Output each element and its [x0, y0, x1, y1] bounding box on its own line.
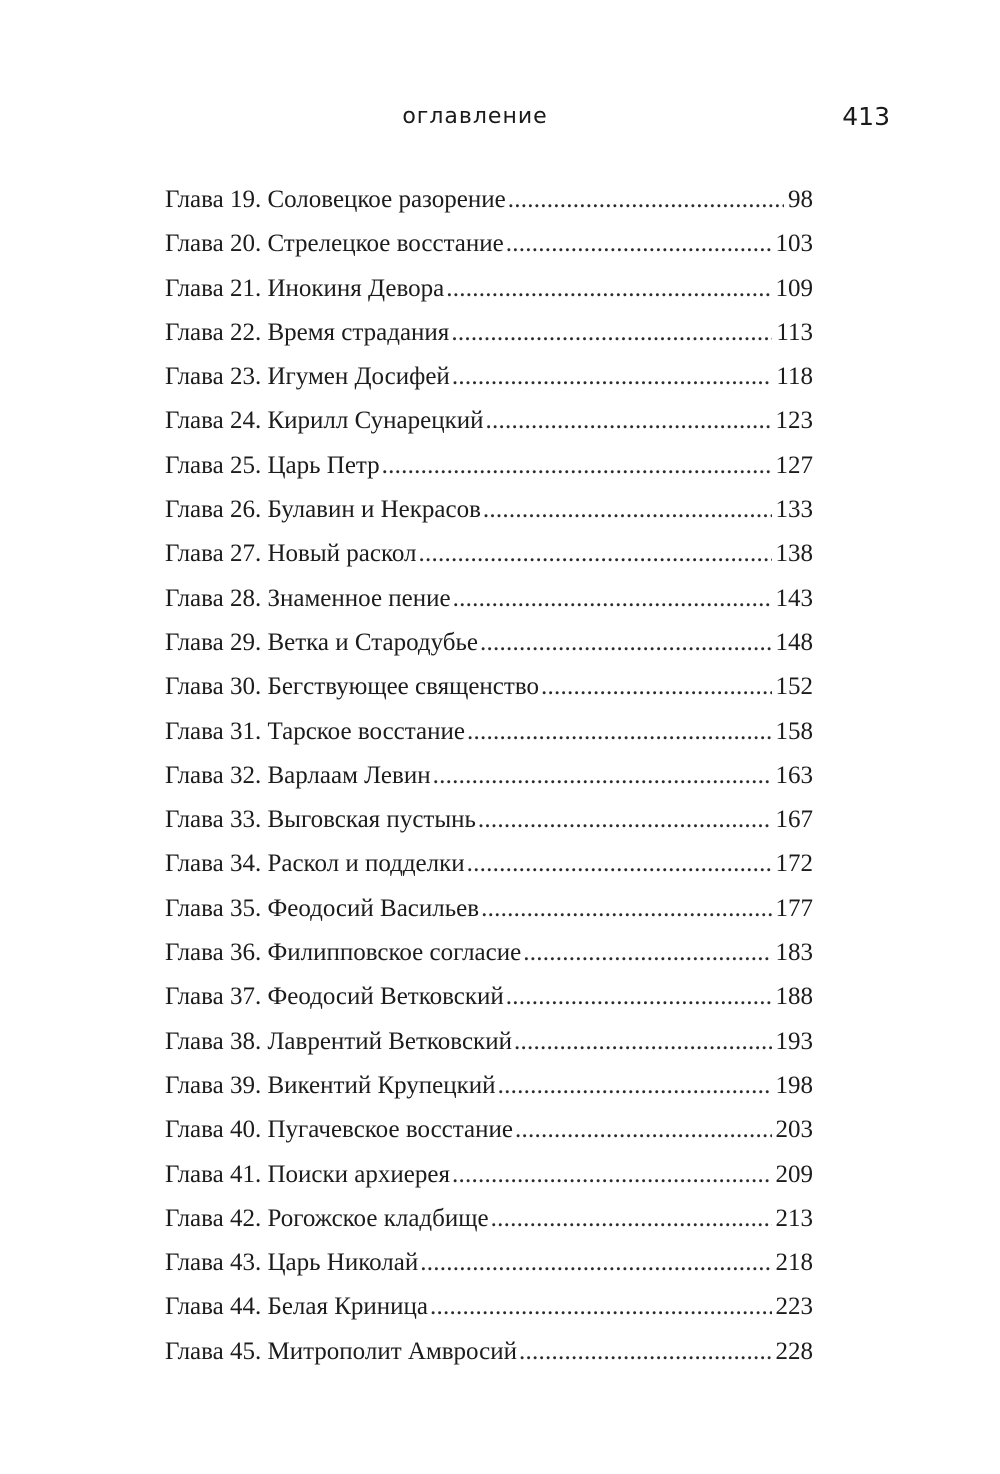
toc-entry	[165, 399, 813, 443]
toc-entry-page: 188	[775, 983, 813, 1011]
toc-entry	[165, 798, 813, 842]
dot-leader	[382, 444, 772, 488]
toc-entry	[165, 1241, 813, 1285]
toc-entry-page: 118	[776, 363, 813, 391]
toc-entry-page: 228	[775, 1337, 813, 1365]
toc-entry	[165, 222, 813, 266]
table-of-contents	[165, 178, 813, 1374]
toc-entry-page: 172	[775, 850, 813, 878]
toc-entry	[165, 444, 813, 488]
toc-entry-page: 223	[775, 1293, 813, 1321]
toc-entry-title: Глава 38. Лаврентий Ветковский	[165, 1027, 512, 1055]
toc-entry-title: Глава 35. Феодосий Васильев	[165, 894, 480, 922]
toc-entry	[165, 488, 813, 532]
toc-entry	[165, 754, 813, 798]
dot-leader	[478, 798, 772, 842]
toc-entry-page: 158	[775, 717, 813, 745]
dot-leader	[420, 1241, 771, 1285]
toc-entry	[165, 1064, 813, 1108]
toc-entry	[165, 665, 813, 709]
toc-entry-page: 103	[775, 230, 813, 258]
dot-leader	[467, 842, 772, 886]
toc-entry-page: 203	[775, 1116, 813, 1144]
dot-leader	[514, 1020, 772, 1064]
toc-entry	[165, 710, 813, 754]
dot-leader	[515, 1108, 772, 1152]
toc-entry	[165, 267, 813, 311]
toc-entry-page: 138	[775, 540, 813, 568]
toc-entry	[165, 931, 813, 975]
toc-entry-page: 183	[775, 939, 813, 967]
dot-leader	[451, 311, 772, 355]
dot-leader	[506, 222, 772, 266]
toc-entry	[165, 178, 813, 222]
toc-entry	[165, 1020, 813, 1064]
toc-entry-page: 148	[775, 628, 813, 656]
toc-entry	[165, 355, 813, 399]
dot-leader	[452, 355, 773, 399]
dot-leader	[418, 532, 771, 576]
toc-entry-title: Глава 34. Раскол и подделки	[165, 850, 465, 878]
toc-entry-title: Глава 19. Соловецкое разорение	[165, 186, 506, 213]
dot-leader	[430, 1285, 771, 1329]
toc-entry-title: Глава 40. Пугачевское восстание	[165, 1116, 513, 1144]
toc-entry-page: 143	[775, 584, 813, 612]
dot-leader	[508, 178, 784, 222]
toc-entry-title: Глава 31. Тарское восстание	[165, 717, 465, 745]
running-title: оглавление	[402, 104, 548, 129]
dot-leader	[433, 754, 772, 798]
dot-leader	[506, 975, 772, 1019]
page-number: 413	[842, 102, 890, 131]
toc-entry-page: 193	[775, 1027, 813, 1055]
toc-entry-title: Глава 30. Бегствующее священство	[165, 673, 539, 701]
dot-leader	[453, 577, 772, 621]
dot-leader	[480, 621, 772, 665]
dot-leader	[446, 267, 771, 311]
toc-entry-title: Глава 20. Стрелецкое восстание	[165, 230, 504, 258]
toc-entry-title: Глава 36. Филипповское согласие	[165, 939, 522, 967]
toc-entry-title: Глава 23. Игумен Досифей	[165, 363, 450, 391]
toc-entry-title: Глава 39. Викентий Крупецкий	[165, 1071, 496, 1099]
toc-entry	[165, 577, 813, 621]
toc-entry-title: Глава 43. Царь Николай	[165, 1249, 419, 1277]
toc-entry	[165, 1108, 813, 1152]
toc-entry	[165, 621, 813, 665]
toc-entry-title: Глава 45. Митрополит Амвросий	[165, 1337, 518, 1365]
toc-entry-title: Глава 29. Ветка и Стародубье	[165, 628, 478, 656]
dot-leader	[467, 710, 772, 754]
toc-entry-page: 133	[775, 496, 813, 524]
toc-entry-title: Глава 22. Время страдания	[165, 318, 450, 346]
toc-entry-page: 113	[776, 318, 813, 346]
toc-entry-page: 98	[788, 186, 813, 213]
toc-entry	[165, 1153, 813, 1197]
toc-entry-title: Глава 27. Новый раскол	[165, 540, 417, 568]
toc-entry-page: 163	[775, 761, 813, 789]
toc-entry-page: 152	[775, 673, 813, 701]
toc-entry-page: 167	[775, 806, 813, 834]
toc-entry	[165, 1285, 813, 1329]
toc-entry-title: Глава 37. Феодосий Ветковский	[165, 983, 504, 1011]
toc-entry-page: 123	[775, 407, 813, 435]
toc-entry-title: Глава 21. Инокиня Девора	[165, 274, 445, 302]
toc-entry-page: 198	[775, 1071, 813, 1099]
dot-leader	[498, 1064, 772, 1108]
toc-entry	[165, 311, 813, 355]
toc-entry-title: Глава 28. Знаменное пение	[165, 584, 451, 612]
dot-leader	[523, 931, 771, 975]
dot-leader	[486, 399, 772, 443]
toc-entry	[165, 887, 813, 931]
toc-entry	[165, 532, 813, 576]
toc-entry-page: 209	[775, 1160, 813, 1188]
dot-leader	[541, 665, 772, 709]
toc-entry-page: 177	[775, 894, 813, 922]
toc-entry-title: Глава 24. Кирилл Сунарецкий	[165, 407, 484, 435]
toc-entry-title: Глава 44. Белая Криница	[165, 1293, 429, 1321]
toc-entry-title: Глава 32. Варлаам Левин	[165, 761, 431, 789]
toc-entry	[165, 975, 813, 1019]
dot-leader	[519, 1330, 771, 1374]
toc-entry-page: 109	[775, 274, 813, 302]
dot-leader	[491, 1197, 772, 1241]
dot-leader	[481, 887, 771, 931]
toc-entry	[165, 1197, 813, 1241]
toc-entry-title: Глава 41. Поиски архиерея	[165, 1160, 450, 1188]
toc-entry-title: Глава 25. Царь Петр	[165, 451, 380, 479]
toc-entry-page: 127	[775, 451, 813, 479]
toc-entry	[165, 842, 813, 886]
dot-leader	[452, 1153, 772, 1197]
toc-entry-page: 213	[775, 1204, 813, 1232]
toc-entry-page: 218	[775, 1249, 813, 1277]
dot-leader	[483, 488, 772, 532]
toc-entry-title: Глава 26. Булавин и Некрасов	[165, 496, 481, 524]
toc-entry	[165, 1330, 813, 1374]
toc-entry-title: Глава 42. Рогожское кладбище	[165, 1204, 489, 1232]
toc-entry-title: Глава 33. Выговская пустынь	[165, 806, 476, 834]
